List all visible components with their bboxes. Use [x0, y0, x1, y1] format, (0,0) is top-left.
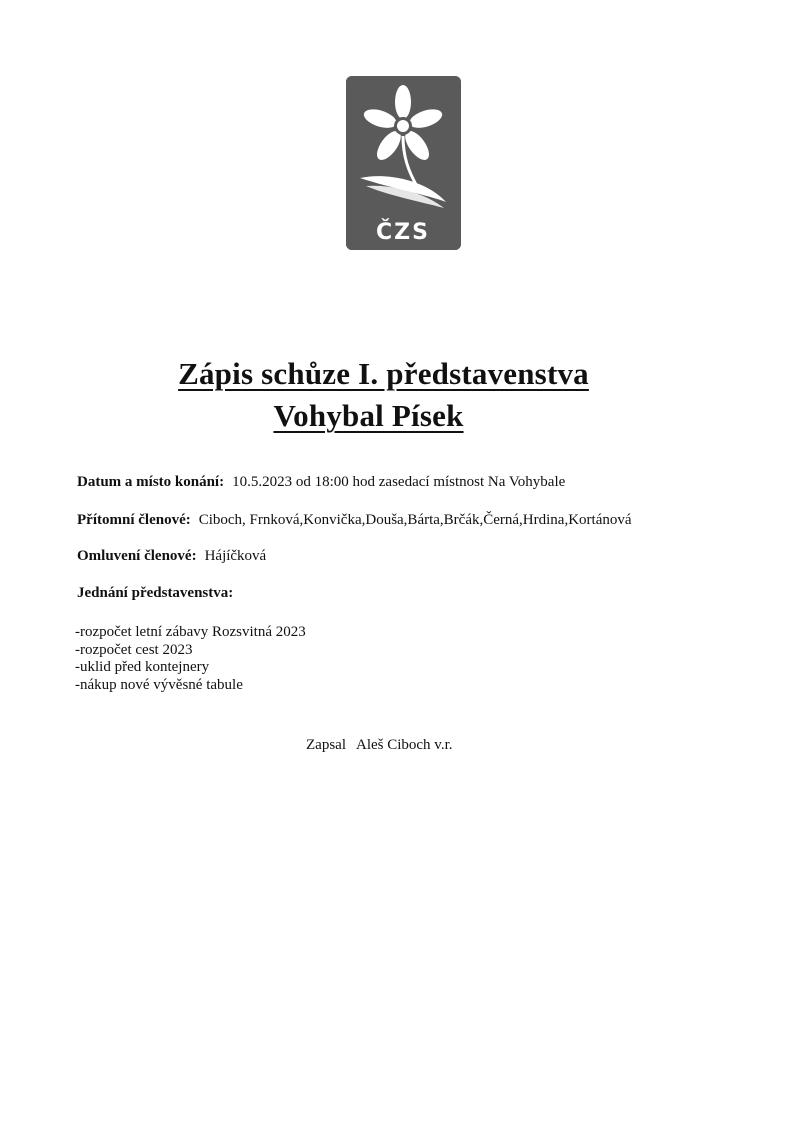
signature-label: Zapsal	[306, 737, 346, 753]
agenda-heading: Jednání představenstva:	[77, 585, 234, 601]
excused-members-value: Hájíčková	[204, 548, 267, 564]
present-members-row	[77, 512, 632, 529]
czs-logo	[346, 76, 461, 250]
meeting-date-value: 10.5.2023 od 18:00 hod zasedací místnost Na Vohybale	[232, 474, 566, 490]
meeting-date-label: Datum a místo konání:	[77, 474, 225, 490]
excused-members-label: Omluvení členové:	[77, 548, 197, 564]
document-title-line-2: Vohybal Písek	[273, 398, 464, 433]
logo-text: ČZS	[376, 220, 430, 245]
present-members-value: Ciboch, Frnková,Konvička,Douša,Bárta,Brčák,Černá,Hrdina,Kortánová	[198, 512, 632, 528]
agenda-item: -nákup nové vývěsné tabule	[75, 676, 243, 693]
agenda-list	[75, 624, 306, 694]
agenda-item: -rozpočet letní zábavy Rozsvitná 2023	[75, 624, 306, 640]
agenda-item: -rozpočet cest 2023	[75, 641, 193, 658]
meeting-date-row	[77, 474, 565, 491]
agenda-heading-row	[77, 585, 241, 602]
agenda-item: -uklid před kontejnery	[75, 659, 210, 675]
document-title-line-1: Zápis schůze I. představenstva	[178, 356, 589, 391]
signature-name: Aleš Ciboch v.r.	[355, 737, 453, 753]
signature	[306, 737, 453, 754]
present-members-label: Přítomní členové:	[77, 512, 191, 528]
flower-icon	[346, 76, 461, 250]
excused-members-row	[77, 548, 266, 565]
